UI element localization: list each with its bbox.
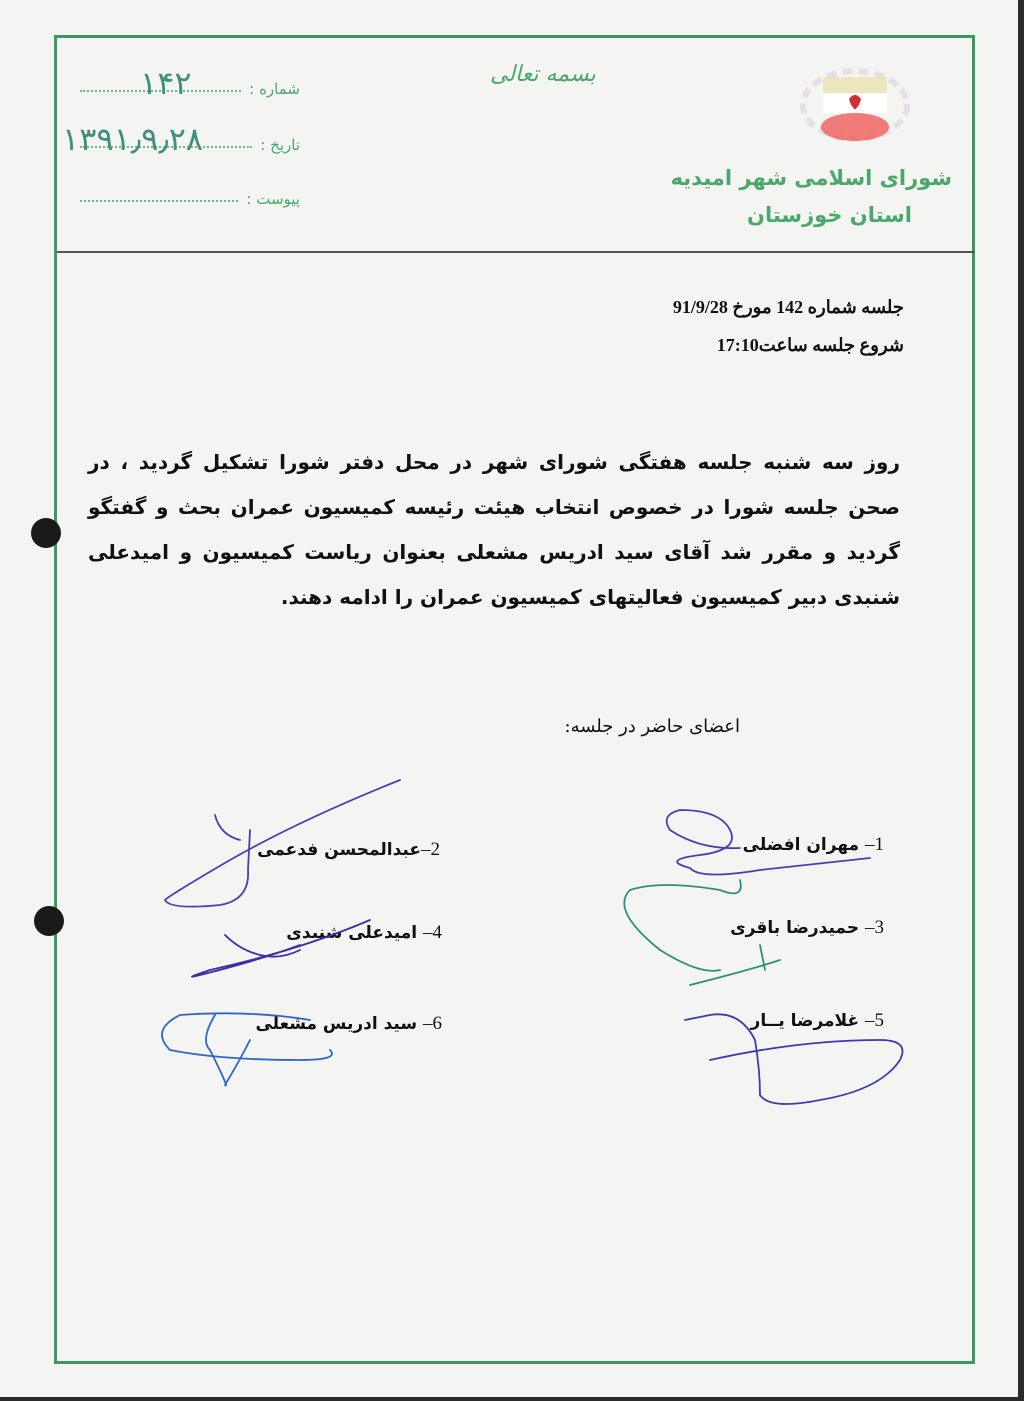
scan-edge: [1018, 0, 1024, 1401]
attendees-title: اعضای حاضر در جلسه:: [564, 716, 740, 737]
header-divider: [57, 251, 975, 253]
attachment-field: [80, 180, 300, 208]
member-item: [743, 834, 884, 856]
member-item: [255, 1013, 442, 1035]
date-value: ۱۳۹۱٫۹٫۲۸: [62, 120, 204, 158]
member-item: [286, 922, 442, 944]
member-item: [257, 839, 440, 861]
member-number: 5–: [865, 1010, 884, 1031]
member-name: غلامرضا یــار: [750, 1011, 865, 1031]
minutes-paragraph: روز سه شنبه جلسه هفتگی شورای شهر در محل دفتر شورا تشکیل گردید ، در صحن جلسه شورا در خصوص انتخاب هیئت رئیسه کمیسیون عمران بحث و گفتگو گردید و مقرر شد آقای سید ادریس مشعلی بعنوان ریاست کمیسیون و امیدعلی شنبدی دبیر کمیسیون فعالیتهای کمیسیون عمران را ادامه دهند.: [88, 450, 900, 609]
number-label: شماره :: [249, 80, 300, 98]
punch-hole: [31, 518, 61, 548]
session-title: جلسه شماره 142 مورخ 91/9/28: [672, 297, 904, 317]
member-item: [751, 1010, 884, 1032]
letterhead-frame: [54, 35, 975, 1364]
number-value: ۱۴۲: [140, 64, 192, 102]
member-name: امیدعلی شنبدی: [286, 923, 423, 943]
member-number: 2–: [421, 839, 440, 860]
member-number: 6–: [423, 1013, 442, 1034]
date-label: تاریخ :: [260, 136, 300, 154]
punch-hole: [34, 906, 64, 936]
invocation: بسمه تعالی: [490, 62, 596, 87]
member-name: مهران افضلی: [742, 835, 865, 855]
member-name: عبدالمحسن فدعمی: [257, 840, 421, 860]
org-province: استان خوزستان: [747, 203, 912, 227]
dotted-line: [80, 199, 238, 202]
attachment-label: پیوست :: [246, 190, 300, 208]
member-number: 1–: [865, 834, 884, 855]
member-name: حمیدرضا باقری: [730, 918, 865, 938]
member-name: سید ادریس مشعلی: [255, 1014, 423, 1034]
member-item: [730, 917, 884, 939]
session-start: شروع جلسه ساعت17:10: [716, 335, 904, 355]
scan-edge: [0, 1397, 1024, 1401]
member-number: 3–: [865, 917, 884, 938]
org-name: شورای اسلامی شهر امیدیه: [670, 166, 952, 190]
flag-emblem-icon: [795, 65, 915, 160]
member-number: 4–: [423, 922, 442, 943]
